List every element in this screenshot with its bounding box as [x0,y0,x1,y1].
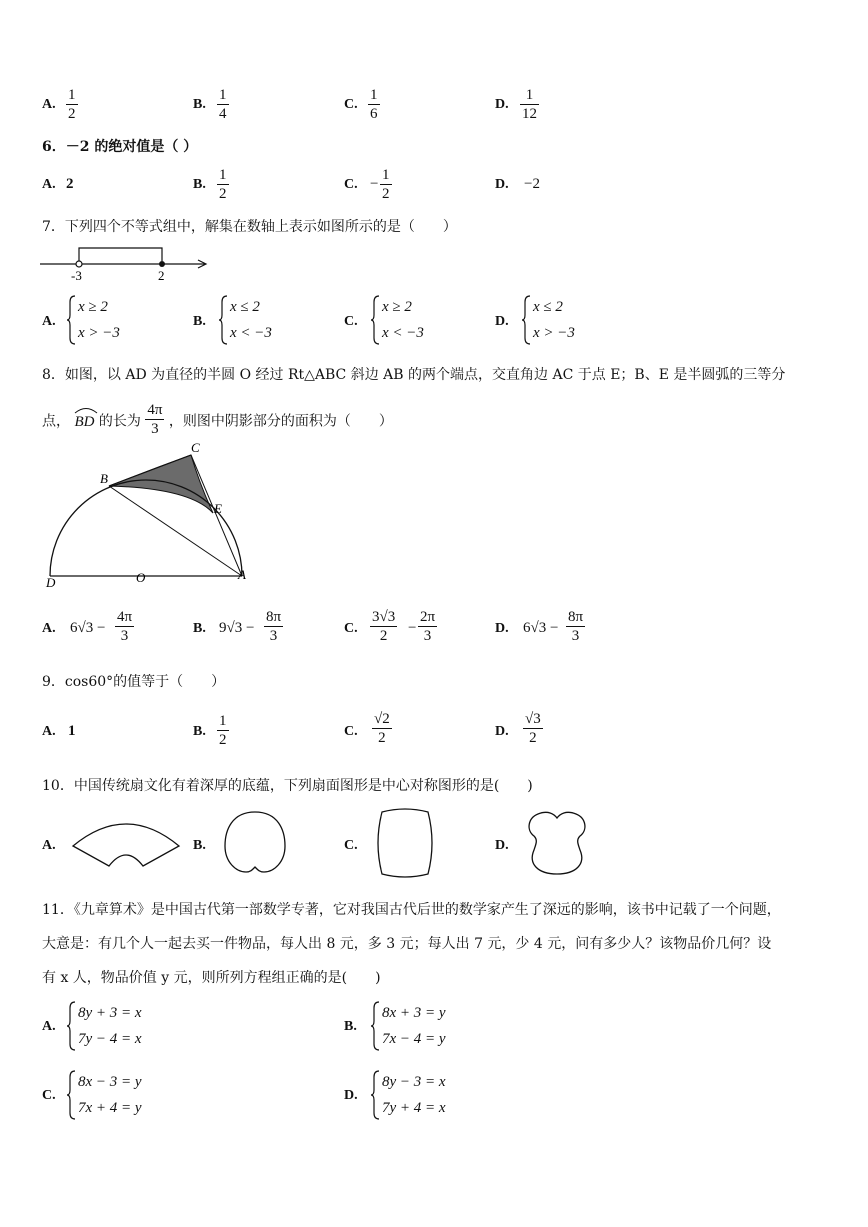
q8-option-a-label: A. [42,621,56,636]
q11-option-b-label: B. [344,1019,357,1034]
q9-option-a-value: 1 [68,723,76,739]
numerator: 4π [147,402,163,418]
q6-option-b-label: B. [193,177,206,192]
q9-option-d-fraction [523,710,543,747]
left-brace-icon [521,294,531,346]
equation-1: 8y − 3 = x [382,1074,446,1090]
q10-option-c-label: C. [344,838,358,853]
q5-option-d-label: D. [495,97,509,112]
denominator: 2 [219,732,227,748]
q5-option-a-label: A. [42,97,56,112]
denominator: 2 [68,106,76,122]
q8-stem-line1: 8．如图，以 AD 为直径的半圆 O 经过 Rt△ABC 斜边 AB 的两个端点，交直角边 AC 于点 E；B、E 是半圆弧的三等分 [42,367,786,383]
left-brace-icon [370,1069,380,1121]
arc-symbol-icon [74,406,98,414]
q9-option-c-fraction [372,710,392,747]
numerator: 1 [68,87,76,103]
q9-stem: 9．cos60°的值等于（ ） [42,674,226,690]
q5-option-d-fraction [520,86,539,123]
point-c-label: C [191,440,200,455]
shaded-region [109,455,213,513]
denominator: 3 [571,628,580,644]
inequality-2: x > −3 [533,325,575,341]
q11-option-d-system [370,1069,446,1121]
q8-option-d-fraction [566,608,585,645]
denominator: 3 [423,628,432,644]
numerator: 8π [568,609,584,625]
filled-circle-2 [159,261,165,267]
q11-option-b-system [370,1000,446,1052]
semicircle-arc [50,480,242,576]
left-brace-icon [370,1000,380,1052]
semicircle-figure [40,440,265,590]
q7-option-d-system [521,294,575,346]
q5-option-b-label: B. [193,97,206,112]
q8-option-a-fraction [115,608,134,645]
point-d-label: D [46,575,56,590]
denominator: 3 [151,421,159,437]
q8-option-b-fraction [264,608,283,645]
q7-option-a-label: A. [42,314,56,329]
point-b-label: B [100,471,108,486]
left-brace-icon [66,294,76,346]
denominator: 6 [370,106,378,122]
q9-option-c-label: C. [344,724,358,739]
q6-option-d-value: −2 [524,176,540,192]
q7-option-c-label: C. [344,314,358,329]
q8-option-a-term: 6√3 − [70,620,106,636]
q10-option-d-label: D. [495,838,509,853]
open-circle-minus3 [76,261,82,267]
denominator: 2 [379,628,388,644]
numerator: √3 [525,711,541,727]
q6-option-c-label: C. [344,177,358,192]
inequality-1: x ≥ 2 [78,299,108,315]
denominator: 2 [219,186,227,202]
q8-stem-suffix: ，则图中阴影部分的面积为（ ） [168,413,393,430]
equation-2: 7y + 4 = x [382,1100,446,1116]
denominator: 2 [382,186,390,202]
inequality-2: x > −3 [78,325,120,341]
denominator: 12 [522,106,537,122]
fan-shape-c [372,808,438,878]
q8-option-c-fraction-1 [370,608,397,645]
arc-bd-label: BD [74,413,95,430]
q8-option-b-term: 9√3 − [219,620,255,636]
q6-option-b-fraction [217,166,229,203]
numerator: 1 [219,713,227,729]
fan-shape-d [524,808,590,878]
q7-stem: 7．下列四个不等式组中，解集在数轴上表示如图所示的是（ ） [42,219,457,235]
numerator: 1 [370,87,378,103]
inequality-1: x ≥ 2 [382,299,412,315]
q11-option-a-label: A. [42,1019,56,1034]
denominator: 4 [219,106,227,122]
equation-1: 8y + 3 = x [78,1005,142,1021]
tick-label-minus3: -3 [71,268,82,283]
q7-option-b-label: B. [193,314,206,329]
q8-stem-line2 [42,403,393,440]
numerator: 1 [219,87,227,103]
point-e-label: E [214,501,222,516]
q6-option-c-fraction [380,166,392,203]
q7-option-c-system [370,294,424,346]
q11-stem-line2: 大意是：有几个人一起去买一件物品，每人出 8 元，多 3 元；每人出 7 元，少 4 元，问有多少人？该物品价几何？设 [42,936,772,952]
left-brace-icon [218,294,228,346]
fan-shape-a [70,808,182,870]
q10-option-b-label: B. [193,838,206,853]
q11-option-a-system [66,1000,142,1052]
q9-option-d-label: D. [495,724,509,739]
equation-2: 7x + 4 = y [78,1100,142,1116]
q9-option-b-fraction [217,712,229,749]
equation-1: 8x + 3 = y [382,1005,446,1021]
q8-option-b-label: B. [193,621,206,636]
numerator: √2 [374,711,390,727]
point-a-label: A [238,567,246,582]
q10-stem: 10．中国传统扇文化有着深厚的底蕴，下列扇面图形是中心对称图形的是( ) [42,778,533,794]
q8-stem-prefix: 点， [42,413,70,430]
numerator: 1 [520,86,539,105]
q5-option-c-label: C. [344,97,358,112]
q8-option-c-fraction-2 [418,608,437,645]
q9-option-b-label: B. [193,724,206,739]
solution-bracket [79,248,162,261]
segment-ab [109,486,242,576]
q8-stem-mid: 的长为 [98,413,141,430]
q8-option-c-label: C. [344,621,358,636]
point-o-label: O [136,570,146,585]
equation-2: 7x − 4 = y [382,1031,446,1047]
inequality-2: x < −3 [382,325,424,341]
q9-option-a-label: A. [42,724,56,739]
number-line-figure [40,240,210,284]
q5-option-b-fraction [217,86,229,123]
numerator: 3√3 [372,609,396,625]
left-brace-icon [66,1000,76,1052]
inequality-1: x ≤ 2 [230,299,260,315]
left-brace-icon [66,1069,76,1121]
q5-option-a-fraction [66,86,78,123]
numerator: 1 [219,167,227,183]
arc-bd [74,410,94,431]
q6-option-a-label: A. [42,177,56,192]
q11-stem-line1: 11．《九章算术》是中国古代第一部数学专著，它对我国古代后世的数学家产生了深远的影响，该书中记载了一个问题， [42,902,781,918]
numerator: 8π [266,609,282,625]
numerator: 2π [420,609,436,625]
denominator: 3 [120,628,129,644]
q6-option-c-sign: − [370,176,379,192]
q5-option-c-fraction [368,86,380,123]
fan-shape-b [222,810,288,876]
q10-option-a-label: A. [42,838,56,853]
q6-option-a-value: 2 [66,176,74,192]
left-brace-icon [370,294,380,346]
q7-option-b-system [218,294,272,346]
q7-option-d-label: D. [495,314,509,329]
q6-option-d-label: D. [495,177,509,192]
denominator: 3 [269,628,278,644]
equation-1: 8x − 3 = y [78,1074,142,1090]
q8-option-d-label: D. [495,621,509,636]
q6-stem: 6．－2 的绝对值是（ ） [42,139,198,155]
q8-option-c-minus: − [408,620,417,636]
q8-option-d-term: 6√3 − [523,620,559,636]
q11-stem-line3: 有 x 人，物品价值 y 元，则所列方程组正确的是( ) [42,970,381,986]
q7-option-a-system [66,294,120,346]
numerator: 1 [382,167,390,183]
arc-length-fraction [145,401,164,438]
denominator: 2 [378,730,386,746]
q11-option-c-system [66,1069,142,1121]
denominator: 2 [529,730,537,746]
numerator: 4π [117,609,133,625]
q11-option-c-label: C. [42,1088,56,1103]
q11-option-d-label: D. [344,1088,358,1103]
inequality-1: x ≤ 2 [533,299,563,315]
inequality-2: x < −3 [230,325,272,341]
tick-label-2: 2 [158,268,165,283]
equation-2: 7y − 4 = x [78,1031,142,1047]
